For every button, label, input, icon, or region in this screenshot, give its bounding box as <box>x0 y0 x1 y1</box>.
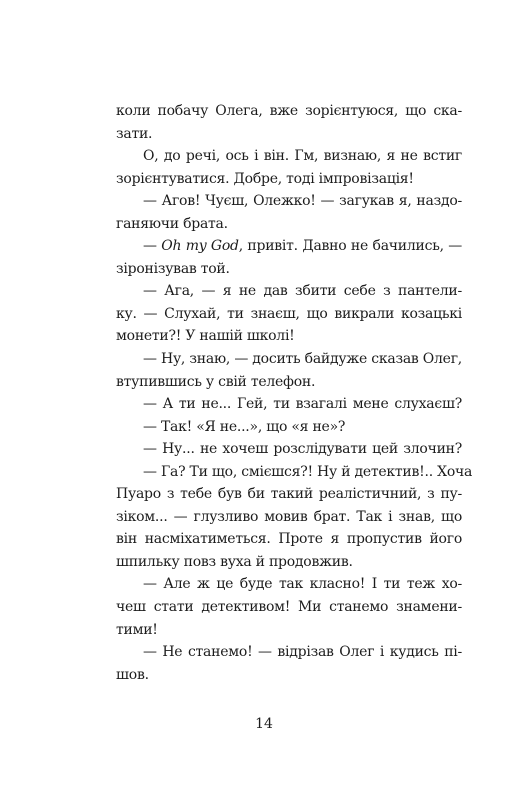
text-line: О, до речі, ось і він. Гм, визнаю, я не встиг <box>143 148 462 165</box>
text-line: — Oh my God, привіт. Давно не бачились, — <box>143 238 463 255</box>
text-line: — Ну, знаю, — досить байдуже сказав Олег, <box>143 351 462 368</box>
body-text <box>116 100 473 686</box>
text-line: зати. <box>116 125 153 142</box>
text-line: коли побачу Олега, вже зорієнтуюся, що ска- <box>116 103 462 119</box>
text-line: — Ага, — я не дав збити себе з пантели- <box>143 283 462 300</box>
text-line: зорієнтуватися. Добре, тоді імпровізація! <box>116 170 414 187</box>
italic-phrase: Oh my God <box>161 238 239 255</box>
text-line: зіком... — глузливо мовив брат. Так і знав, що <box>116 508 462 525</box>
text-line: — Агов! Чуєш, Олежко! — загукав я, наздо- <box>143 193 462 210</box>
text-line: шпильку повз вуха й продовжив. <box>116 553 353 570</box>
page-number: 14 <box>255 716 273 732</box>
text-line: Пуаро з тебе був би такий реалістичний, з пу- <box>116 486 462 503</box>
text-line: він насміхатиметься. Проте я пропустив його <box>116 531 462 548</box>
text-line: втупившись у свій телефон. <box>116 373 316 390</box>
text-line: чеш стати детективом! Ми станемо знамени- <box>116 599 462 616</box>
text-line: — Але ж це буде так класно! І ти теж хо- <box>143 576 462 593</box>
text-line: — Га? Ти що, смієшся?! Ну й детектив!.. Хоча <box>143 463 473 480</box>
text-line: шов. <box>116 666 149 683</box>
text-line: зіронізував той. <box>116 260 230 277</box>
text-line: ганяючи брата. <box>116 215 228 232</box>
text-line: монети?! У нашій школі! <box>116 328 295 345</box>
text-line: — А ти не... Гей, ти взагалі мене слухаєш? <box>143 396 462 413</box>
text-line: — Ну... не хочеш розслідувати цей злочин? <box>143 441 462 458</box>
text-line: тими! <box>116 621 158 638</box>
text-line: — Так! «Я не...», що «я не»? <box>143 418 346 435</box>
text-line: ку. — Слухай, ти знаєш, що викрали козацькі <box>116 305 462 322</box>
text-line: — Не станемо! — відрізав Олег і кудись пі- <box>143 644 462 661</box>
